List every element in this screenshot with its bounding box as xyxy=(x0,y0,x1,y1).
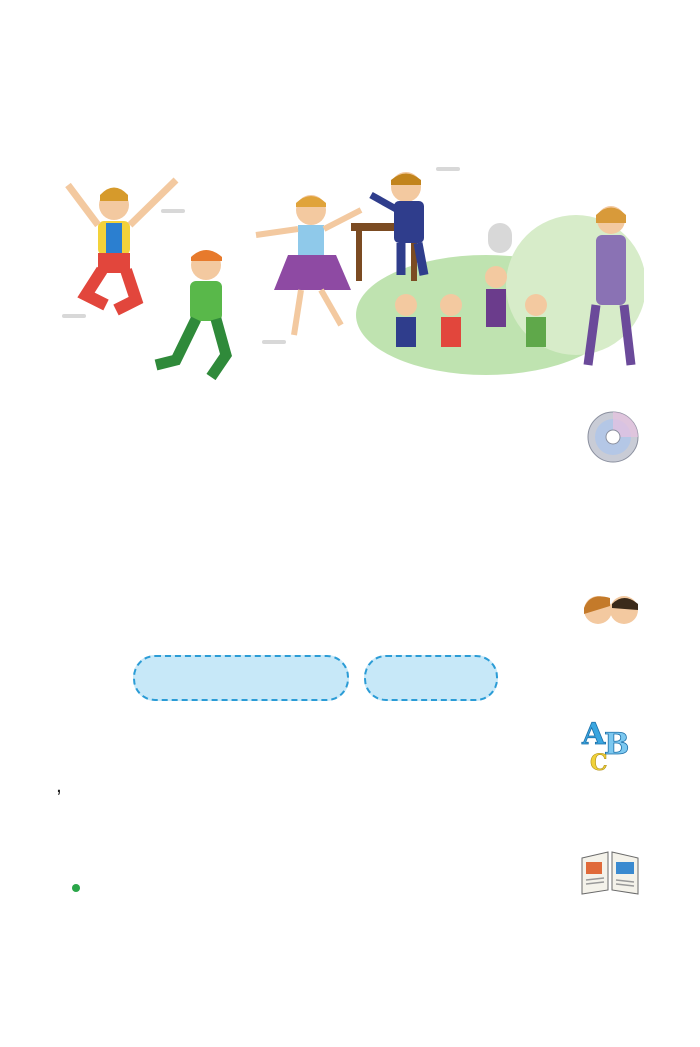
bubble-stand-up xyxy=(436,167,460,171)
jumping-boy xyxy=(68,180,176,310)
bullet-point xyxy=(72,884,80,892)
open-book-icon xyxy=(578,846,642,896)
bubble-dance xyxy=(262,340,286,344)
bubble-follow-me xyxy=(488,223,512,253)
bubble-jump xyxy=(62,314,86,318)
bubble-run xyxy=(161,209,185,213)
friends-talking-icon xyxy=(580,590,642,630)
illustration-children-commands xyxy=(56,165,644,390)
svg-text:C: C xyxy=(590,750,608,772)
dancing-girl xyxy=(256,195,361,335)
dialogue-ok xyxy=(364,655,498,701)
children-illustration xyxy=(56,165,644,390)
svg-text:B: B xyxy=(604,727,630,762)
running-girl xyxy=(156,250,226,377)
dialogue-follow-me xyxy=(133,655,349,701)
abc-letters-icon xyxy=(580,714,642,772)
cd-icon xyxy=(586,410,640,464)
exercise-6-instruction: , xyxy=(56,774,62,797)
svg-text:A: A xyxy=(582,717,606,752)
boy-at-desk xyxy=(351,172,424,281)
